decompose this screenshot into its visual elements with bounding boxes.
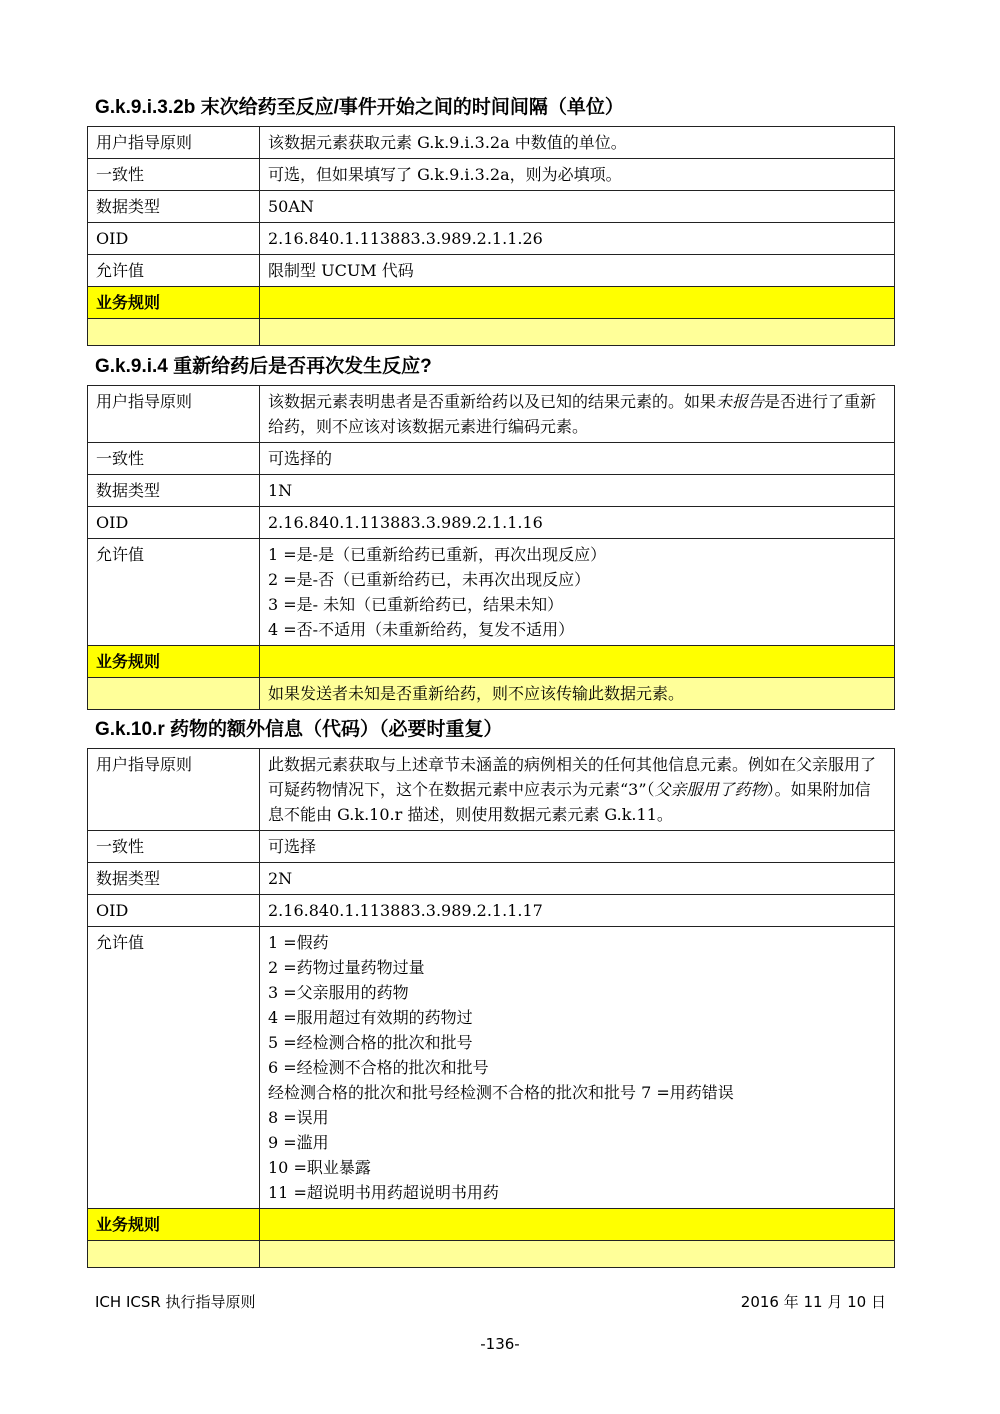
section-heading: G.k.9.i.3.2b 末次给药至反应/事件开始之间的时间间隔（单位）: [95, 97, 624, 118]
section-heading: G.k.9.i.4 重新给药后是否再次发生反应?: [95, 356, 432, 377]
table-row: [88, 191, 895, 223]
table-row: [88, 1241, 895, 1268]
table-row: [88, 539, 895, 646]
allowed-value-item: 1 =假药: [268, 933, 329, 952]
business-rules-head-blank: [260, 1209, 895, 1241]
oid-value: 2.16.840.1.113883.3.989.2.1.1.16: [260, 507, 895, 539]
table-row: [88, 831, 895, 863]
table-row: [88, 927, 895, 1209]
table-row: [88, 1209, 895, 1241]
oid-value: 2.16.840.1.113883.3.989.2.1.1.17: [260, 895, 895, 927]
guideline-text: 该数据元素表明患者是否重新给药以及已知的结果元素的。如果: [268, 392, 717, 411]
spec-table: [87, 385, 895, 710]
table-row: [88, 319, 895, 346]
business-rules-blank: [88, 319, 260, 346]
allowed-value-item: 8 =误用: [268, 1108, 329, 1127]
guideline-value: [260, 749, 895, 831]
guideline-italic-text: 未报告: [716, 392, 765, 411]
guideline-text: ）。如果附加信息不能由 G.k.10.r 描述，则使用数据元素元素 G.k.11。: [268, 780, 871, 824]
table-row: [88, 678, 895, 710]
allowed-value-item: 2 =是-否（已重新给药已，未再次出现反应）: [268, 570, 591, 589]
allowed-value-item: 6 =经检测不合格的批次和批号: [268, 1058, 489, 1077]
allowed-value: 限制型 UCUM 代码: [260, 255, 895, 287]
table-row: [88, 159, 895, 191]
table-row: [88, 475, 895, 507]
table-row: [88, 223, 895, 255]
footer-date: 2016 年 11 月 10 日: [740, 1293, 886, 1311]
conformance-value: 可选择的: [260, 443, 895, 475]
conformance-label: 一致性: [88, 443, 260, 475]
datatype-label: 数据类型: [88, 475, 260, 507]
conformance-value: 可选，但如果填写了 G.k.9.i.3.2a，则为必填项。: [260, 159, 895, 191]
table-row: [88, 386, 895, 443]
table-row: [88, 507, 895, 539]
guideline-label: 用户指导原则: [88, 386, 260, 443]
conformance-label: 一致性: [88, 159, 260, 191]
allowed-value-item: 2 =药物过量药物过量: [268, 958, 425, 977]
datatype-value: 1N: [260, 475, 895, 507]
table-row: [88, 895, 895, 927]
guideline-label: 用户指导原则: [88, 127, 260, 159]
allowed-value-item: 11 =超说明书用药超说明书用药: [268, 1183, 499, 1202]
spec-table: [87, 748, 895, 1268]
datatype-value: 50AN: [260, 191, 895, 223]
table-row: [88, 646, 895, 678]
business-rules-blank: [88, 1241, 260, 1268]
table-row: [88, 443, 895, 475]
conformance-value: 可选择: [260, 831, 895, 863]
table-row: [88, 749, 895, 831]
datatype-label: 数据类型: [88, 191, 260, 223]
allowed-value-item: 经检测合格的批次和批号经检测不合格的批次和批号 7 =用药错误: [268, 1083, 734, 1102]
allowed-value-item: 9 =滥用: [268, 1133, 329, 1152]
table-row: [88, 863, 895, 895]
allowed-values: [260, 927, 895, 1209]
allowed-label: 允许值: [88, 255, 260, 287]
allowed-value-item: 5 =经检测合格的批次和批号: [268, 1033, 473, 1052]
section-heading: G.k.10.r 药物的额外信息（代码）（必要时重复）: [95, 719, 503, 740]
table-row: [88, 287, 895, 319]
guideline-label: 用户指导原则: [88, 749, 260, 831]
allowed-value-item: 4 =否-不适用（未重新给药，复发不适用）: [268, 620, 575, 639]
business-rules-label: 业务规则: [88, 1209, 260, 1241]
business-rules-value: [260, 319, 895, 346]
allowed-value-item: 3 =父亲服用的药物: [268, 983, 409, 1002]
section-g-k-9-i-4: [87, 355, 895, 710]
section-g-k-10-r: [87, 718, 895, 1268]
business-rules-label: 业务规则: [88, 646, 260, 678]
business-rules-head-blank: [260, 287, 895, 319]
guideline-value: 该数据元素获取元素 G.k.9.i.3.2a 中数值的单位。: [260, 127, 895, 159]
oid-value: 2.16.840.1.113883.3.989.2.1.1.26: [260, 223, 895, 255]
datatype-value: 2N: [260, 863, 895, 895]
business-rules-blank: [88, 678, 260, 710]
allowed-value-item: 3 =是- 未知（已重新给药已，结果未知）: [268, 595, 564, 614]
business-rules-value: [260, 1241, 895, 1268]
page-number: -136-: [480, 1335, 520, 1353]
allowed-label: 允许值: [88, 927, 260, 1209]
oid-label: OID: [88, 507, 260, 539]
section-g-k-9-i-3-2b: [87, 96, 895, 346]
allowed-value-item: 10 =职业暴露: [268, 1158, 371, 1177]
table-row: [88, 127, 895, 159]
conformance-label: 一致性: [88, 831, 260, 863]
spec-table: [87, 126, 895, 346]
table-row: [88, 255, 895, 287]
allowed-value-item: 4 =服用超过有效期的药物过: [268, 1008, 473, 1027]
guideline-text: 是否进行了重新给药，则不应该对该数据元素进行编码元素。: [268, 392, 877, 436]
oid-label: OID: [88, 223, 260, 255]
business-rules-head-blank: [260, 646, 895, 678]
guideline-value: [260, 386, 895, 443]
business-rules-label: 业务规则: [88, 287, 260, 319]
oid-label: OID: [88, 895, 260, 927]
allowed-label: 允许值: [88, 539, 260, 646]
datatype-label: 数据类型: [88, 863, 260, 895]
allowed-values: [260, 539, 895, 646]
footer-document-title: ICH ICSR 执行指导原则: [95, 1293, 256, 1311]
business-rules-value: 如果发送者未知是否重新给药，则不应该传输此数据元素。: [260, 678, 895, 710]
guideline-text: 此数据元素获取与上述章节未涵盖的病例相关的任何其他信息元素。例如在父亲服用了可疑药物情况下，这个在数据元素中应表示为元素“3”（: [268, 755, 877, 799]
guideline-italic-text: 父亲服用了药物: [654, 780, 767, 799]
allowed-value-item: 1 =是-是（已重新给药已重新，再次出现反应）: [268, 545, 607, 564]
